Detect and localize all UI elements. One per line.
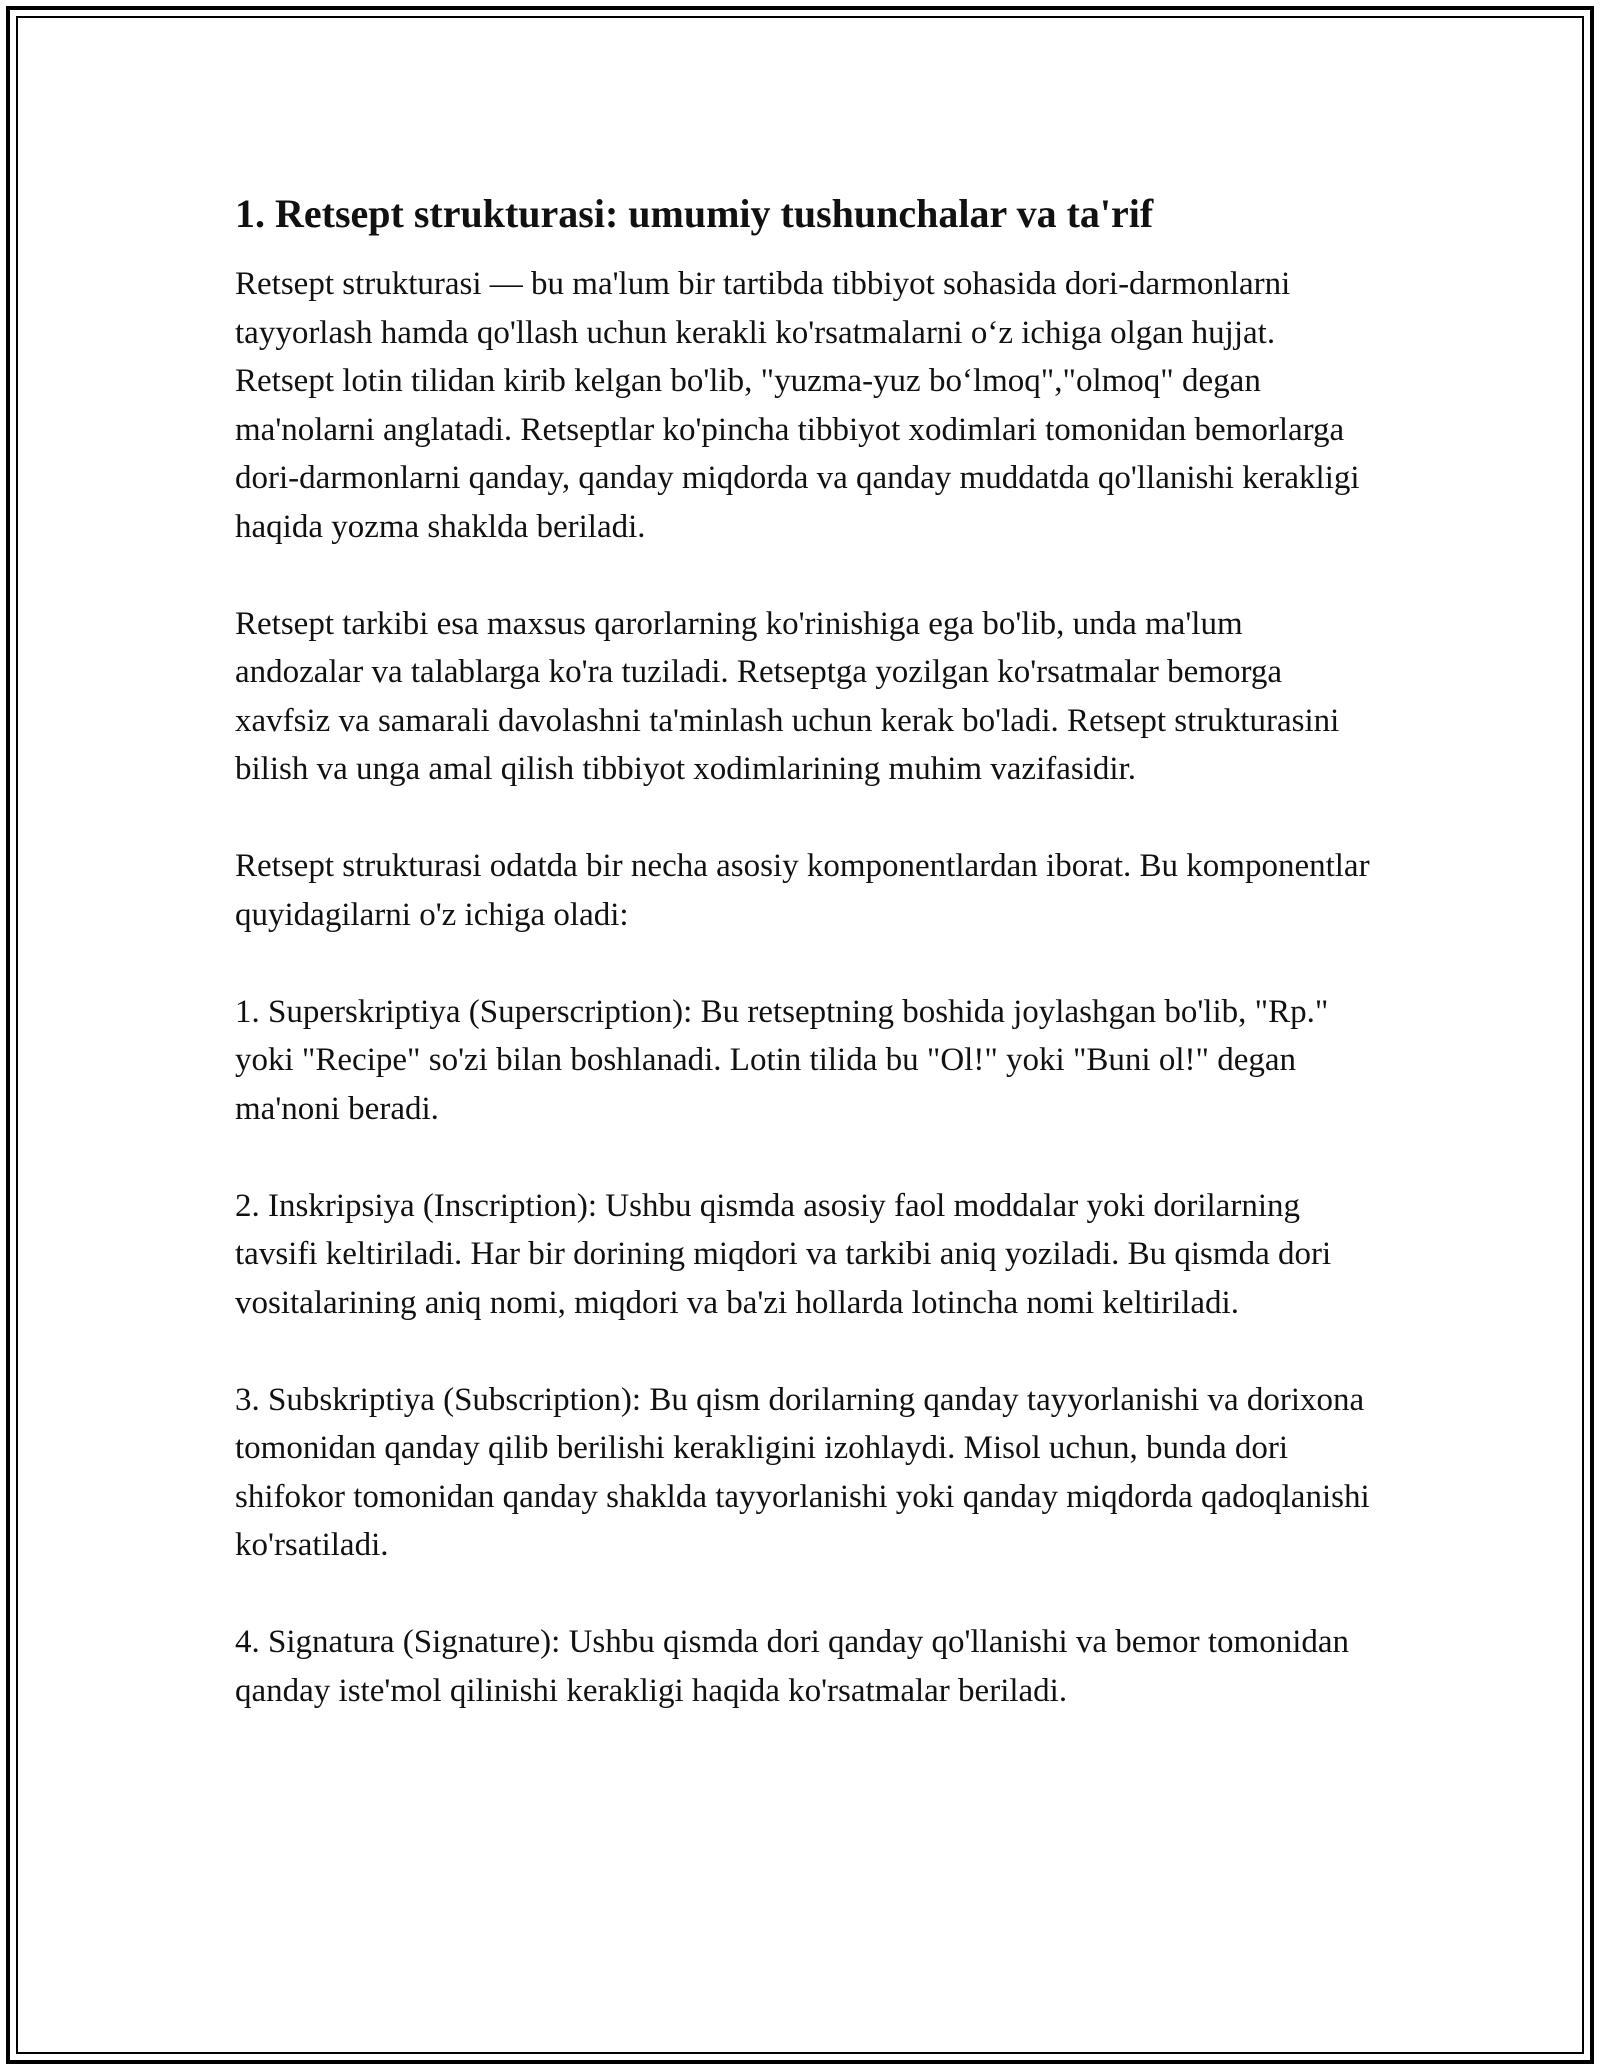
paragraph-subscription: 3. Subskriptiya (Subscription): Bu qism dorilarning qanday tayyorlanishi va dorixona tomonidan qanday qilib berilishi kerakligini izohlaydi. Misol uchun, bunda dori shifokor tomonidan qanday shaklda tayyorlanishi yoki qanday miqdorda qadoqlanishi ko'rsatiladi. — [235, 1381, 1370, 1563]
paragraph-composition: Retsept tarkibi esa maxsus qarorlarning ko'rinishiga ega bo'lib, unda ma'lum andozalar va talablarga ko'ra tuziladi. Retseptga yozilgan ko'rsatmalar bemorga xavfsiz va samarali davolashni ta'minlash uchun kerak bo'ladi. Retsept strukturasini bilish va unga amal qilish tibbiyot xodimlarining muhim vazifasidir. — [235, 605, 1340, 787]
paragraph-components-intro: Retsept strukturasi odatda bir necha asosiy komponentlardan iborat. Bu komponentlar quyidagilarni o'z ichiga oladi: — [235, 848, 1370, 933]
document-title: 1. Retsept strukturasi: umumiy tushunchalar va ta'rif — [235, 191, 1154, 236]
paragraph-definition: Retsept strukturasi — bu ma'lum bir tartibda tibbiyot sohasida dori-darmonlarni tayyorlash hamda qo'llash uchun kerakli ko'rsatmalarni o‘z ichiga olgan hujjat. Retsept lotin tilidan kirib kelgan bo'lib, "yuzma-yuz bo‘lmoq","olmoq" degan ma'nolarni anglatadi. Retseptlar ko'pincha tibbiyot xodimlari tomonidan bemorlarga dori-darmonlarni qanday, qanday miqdorda va qanday muddatda qo'llanishi kerakligi haqida yozma shaklda beriladi. — [235, 266, 1360, 545]
paragraph-superscription: 1. Superskriptiya (Superscription): Bu retseptning boshida joylashgan bo'lib, "Rp." yoki "Recipe" so'zi bilan boshlanadi. Lotin tilida bu "Ol!" yoki "Buni ol!" degan ma'noni beradi. — [235, 993, 1329, 1127]
paragraph-inscription: 2. Inskripsiya (Inscription): Ushbu qismda asosiy faol moddalar yoki dorilarning tavsifi keltiriladi. Har bir dorining miqdori va tarkibi aniq yoziladi. Bu qismda dori vositalarining aniq nomi, miqdori va ba'zi hollarda lotincha nomi keltiriladi. — [235, 1187, 1332, 1321]
paragraph-signature: 4. Signatura (Signature): Ushbu qismda dori qanday qo'llanishi va bemor tomonidan qanday iste'mol qilinishi kerakligi haqida ko'rsatmalar beriladi. — [235, 1624, 1350, 1709]
document-body — [235, 188, 1375, 1715]
